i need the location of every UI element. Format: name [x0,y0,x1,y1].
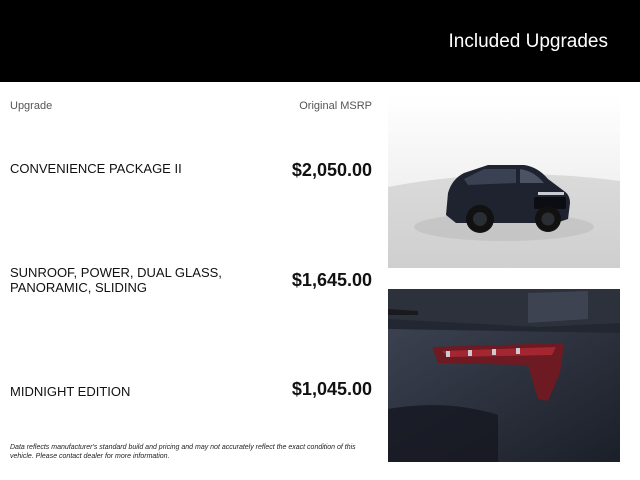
vehicle-exterior-image [388,95,620,268]
column-header-msrp: Original MSRP [299,100,372,112]
disclaimer-text: Data reflects manufacturer's standard build and pricing and may not accurately reflect the exact condition of this vehicle. Please contact dealer for more information. [10,444,356,460]
upgrade-name: SUNROOF, POWER, DUAL GLASS, PANORAMIC, SLIDING [10,265,222,295]
vehicle-photo [388,95,620,268]
header-bar [0,0,640,82]
upgrade-name: CONVENIENCE PACKAGE II [10,161,182,176]
taillight-photo [388,289,620,462]
page-title: Included Upgrades [448,31,608,52]
upgrade-price: $1,645.00 [291,270,372,290]
column-header-upgrade: Upgrade [10,100,53,112]
taillight-detail-image [388,289,620,462]
upgrade-price: $2,050.00 [291,160,372,180]
upgrade-name: MIDNIGHT EDITION [10,384,131,399]
upgrade-price: $1,045.00 [291,379,372,399]
